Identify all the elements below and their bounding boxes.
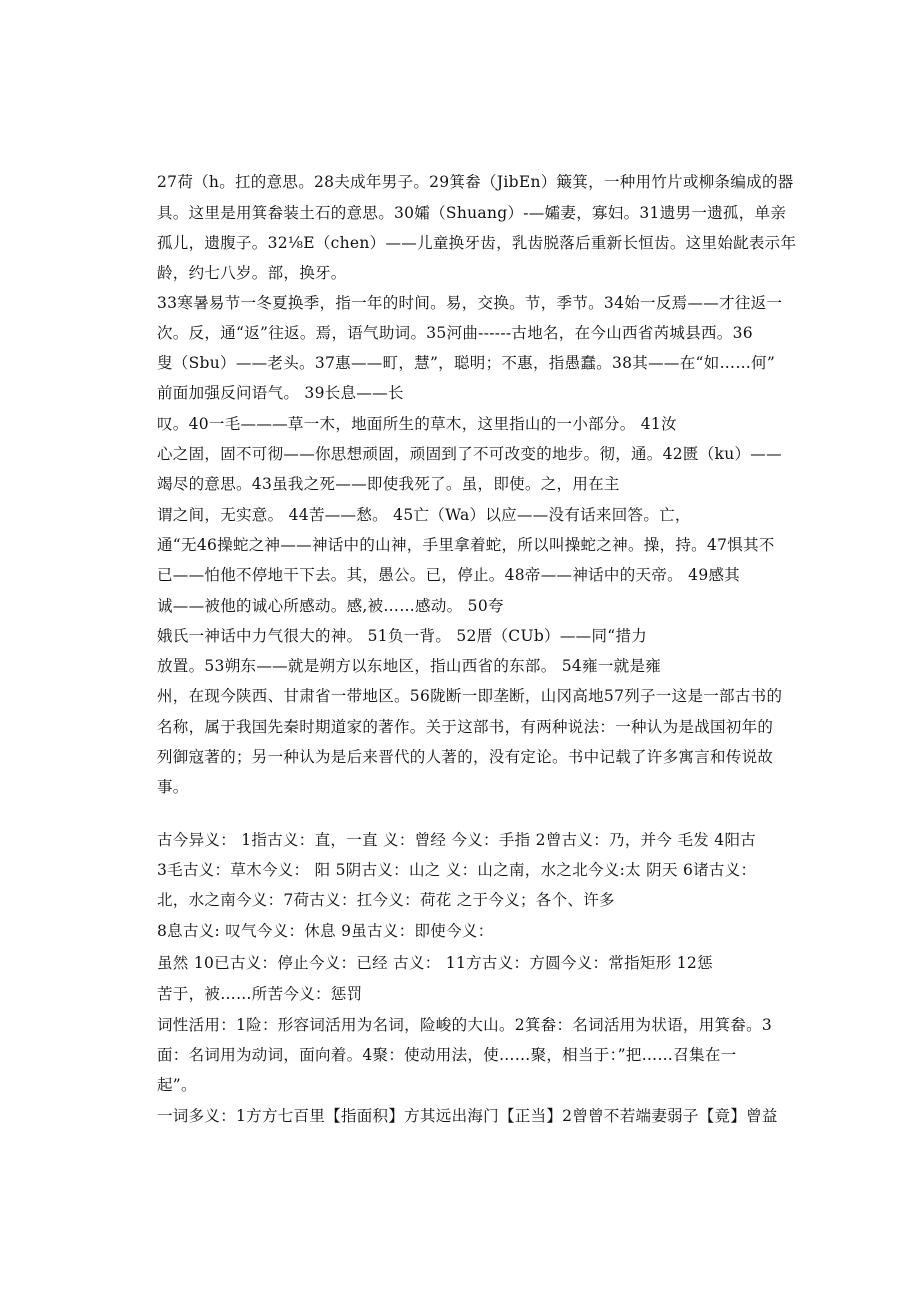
text-line: 州，在现今陕西、甘肃省一带地区。56陇断一即垄断，山冈高地57列子一这是一部古书的: [157, 687, 783, 705]
text-line: 谓之间，无实意。 44苦——愁。 45亡（Wa）以应——没有话来回答。亡，: [157, 506, 691, 524]
text-line: 孤儿，遗腹子。32⅛E（chen）——儿童换牙齿，乳齿脱落后重新长恒齿。这里始龀表示年: [157, 234, 797, 252]
text-line: 心之固，固不可彻——你思想顽固，顽固到了不可改变的地步。彻，通。42匮（ku）——: [157, 445, 782, 463]
text-line: 8息古义: 叹气今义：休息 9虽古义：即使今义：: [157, 922, 494, 940]
text-line: 次。反，通“返”往返。焉，语气助词。35河曲------古地名，在今山西省芮城县西。36: [157, 324, 753, 342]
text-line: 竭尽的意思。43虽我之死——即使我死了。虽，即使。之，用在主: [157, 475, 620, 493]
text-line: 33寒暑易节一冬夏换季，指一年的时间。易，交换。节，季节。34始一反焉——才往返一: [157, 294, 783, 312]
text-line: 词性活用：1险：形容词活用为名词，险峻的大山。2箕畚：名词活用为状语，用箕畚。3: [157, 1016, 773, 1034]
text-line: 3毛古义：草木今义： 阳 5阴古义：山之 义：山之南，水之北今义:太 阴天 6诸古义：: [157, 861, 757, 879]
text-line: 事。: [157, 778, 189, 796]
text-line: 叹。40一毛———草一木，地面所生的草木，这里指山的一小部分。 41汝: [157, 415, 677, 433]
text-line: 通“无46操蛇之神——神话中的山神，手里拿着蛇，所以叫操蛇之神。操，持。47惧其不: [157, 536, 775, 554]
text-line: 起”。: [157, 1076, 197, 1094]
text-line: 叟（Sbu）——老头。37惠——町，慧”，聪明；不惠，指愚蠢。38其——在“如……何”: [157, 354, 776, 372]
text-line: 虽然 10已古义：停止今义：已经 古义： 11方古义：方圆今义：常指矩形 12惩: [157, 954, 713, 972]
text-line: 27荷（h。扛的意思。28夫成年男子。29箕畚（JibEn）簸箕，一种用竹片或柳条编成的器: [157, 173, 794, 191]
text-line: 已——怕他不停地干下去。其，愚公。已，停止。48帝——神话中的天帝。 49感其: [157, 566, 741, 584]
text-line: 北，水之南今义：7荷古义：扛今义：荷花 之于今义；各个、许多: [157, 891, 615, 909]
text-line: 列御寇著的；另一种认为是后来晋代的人著的，没有定论。书中记载了许多寓言和传说故: [157, 748, 774, 766]
text-line: 龄，约七八岁。部，换牙。: [157, 264, 347, 282]
text-line: 一词多义：1方方七百里【指面积】方其远出海门【正当】2曾曾不若端妻弱子【竟】曾益: [157, 1107, 778, 1125]
text-line: 放置。53朔东——就是朔方以东地区，指山西省的东部。 54雍一就是雍: [157, 657, 662, 675]
text-line: 诚——被他的诚心所感动。感,被……感动。 50夸: [157, 597, 504, 615]
text-line: 具。这里是用箕畚装土石的意思。30孀（Shuang）-—孀妻，寡妇。31遗男一遗孤，单亲: [157, 204, 787, 222]
text-line: 名称，属于我国先秦时期道家的著作。关于这部书，有两种说法：一种认为是战国初年的: [157, 718, 774, 736]
text-line: 娥氏一神话中力气很大的神。 51负一背。 52厝（CUb）——同“措力: [157, 627, 648, 645]
text-line: 古今异义： 1指古义：直，一直 义：曾经 今义：手指 2曾古义：乃，并今 毛发 4阳古: [157, 831, 757, 849]
text-line: 前面加强反问语气。 39长息——长: [157, 384, 404, 402]
text-line: 苦于，被……所苦今义：惩罚: [157, 985, 363, 1003]
text-line: 面：名词用为动词，面向着。4聚：使动用法，使……聚，相当于：”把……召集在一: [157, 1046, 737, 1064]
